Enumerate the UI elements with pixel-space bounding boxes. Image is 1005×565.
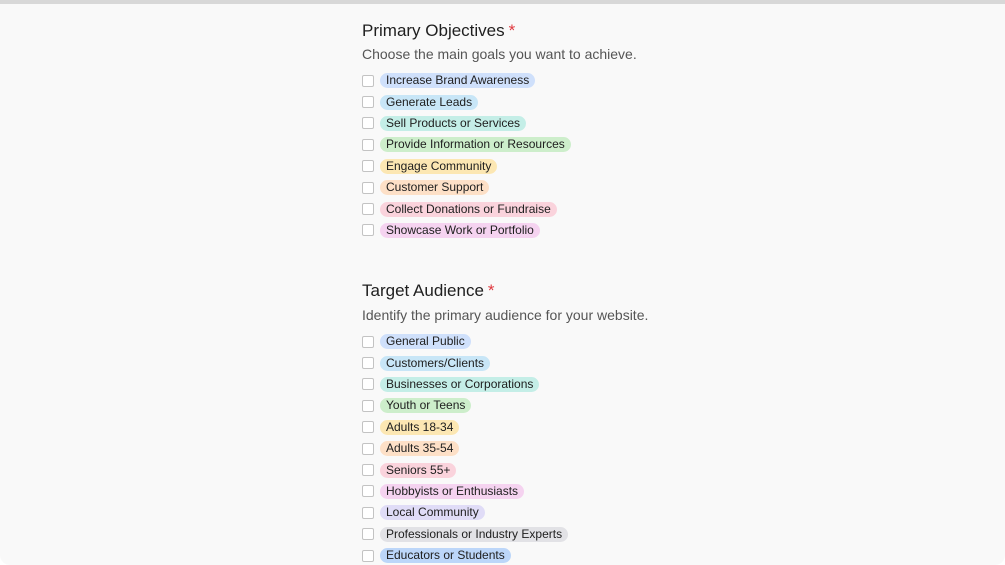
option-item[interactable] [362, 70, 571, 91]
primary-objectives-title [362, 21, 515, 41]
option-label-pill[interactable]: Hobbyists or Enthusiasts [380, 484, 524, 499]
option-label-pill[interactable]: Generate Leads [380, 95, 478, 110]
option-label-pill[interactable]: Youth or Teens [380, 398, 471, 413]
target-audience-title-text: Target Audience [362, 281, 484, 300]
primary-objectives-title-text: Primary Objectives [362, 21, 505, 40]
primary-objectives-description: Choose the main goals you want to achieve. [362, 46, 637, 62]
option-label-pill[interactable]: Seniors 55+ [380, 463, 456, 478]
option-item[interactable] [362, 156, 571, 177]
target-audience-description: Identify the primary audience for your website. [362, 307, 649, 323]
option-label-pill[interactable]: Showcase Work or Portfolio [380, 223, 540, 238]
required-asterisk: * [508, 21, 516, 40]
option-item[interactable] [362, 438, 568, 459]
target-audience-options [362, 331, 568, 565]
option-checkbox[interactable] [362, 75, 374, 87]
option-item[interactable] [362, 481, 568, 502]
option-checkbox[interactable] [362, 464, 374, 476]
option-label-pill[interactable]: Customers/Clients [380, 356, 490, 371]
option-label-pill[interactable]: Sell Products or Services [380, 116, 526, 131]
option-checkbox[interactable] [362, 182, 374, 194]
option-checkbox[interactable] [362, 400, 374, 412]
option-item[interactable] [362, 459, 568, 480]
option-checkbox[interactable] [362, 224, 374, 236]
option-label-pill[interactable]: Collect Donations or Fundraise [380, 202, 557, 217]
target-audience-title [362, 281, 495, 301]
option-checkbox[interactable] [362, 507, 374, 519]
option-label-pill[interactable]: General Public [380, 334, 471, 349]
option-item[interactable] [362, 395, 568, 416]
option-label-pill[interactable]: Customer Support [380, 180, 489, 195]
option-checkbox[interactable] [362, 528, 374, 540]
option-checkbox[interactable] [362, 139, 374, 151]
option-item[interactable] [362, 198, 571, 219]
option-label-pill[interactable]: Adults 18-34 [380, 420, 459, 435]
option-checkbox[interactable] [362, 160, 374, 172]
option-item[interactable] [362, 417, 568, 438]
option-label-pill[interactable]: Increase Brand Awareness [380, 73, 535, 88]
required-asterisk: * [487, 281, 495, 300]
option-label-pill[interactable]: Educators or Students [380, 548, 511, 563]
option-checkbox[interactable] [362, 550, 374, 562]
option-item[interactable] [362, 177, 571, 198]
option-checkbox[interactable] [362, 378, 374, 390]
option-checkbox[interactable] [362, 421, 374, 433]
option-label-pill[interactable]: Professionals or Industry Experts [380, 527, 568, 542]
option-item[interactable] [362, 374, 568, 395]
option-item[interactable] [362, 91, 571, 112]
option-checkbox[interactable] [362, 336, 374, 348]
option-item[interactable] [362, 524, 568, 545]
option-item[interactable] [362, 113, 571, 134]
option-item[interactable] [362, 545, 568, 565]
option-label-pill[interactable]: Local Community [380, 505, 485, 520]
option-checkbox[interactable] [362, 117, 374, 129]
primary-objectives-options [362, 70, 571, 241]
option-label-pill[interactable]: Engage Community [380, 159, 497, 174]
option-checkbox[interactable] [362, 96, 374, 108]
option-item[interactable] [362, 502, 568, 523]
option-checkbox[interactable] [362, 203, 374, 215]
option-checkbox[interactable] [362, 357, 374, 369]
form-page [0, 4, 1005, 565]
option-item[interactable] [362, 220, 571, 241]
option-checkbox[interactable] [362, 443, 374, 455]
option-label-pill[interactable]: Provide Information or Resources [380, 137, 571, 152]
option-item[interactable] [362, 352, 568, 373]
option-item[interactable] [362, 134, 571, 155]
option-item[interactable] [362, 331, 568, 352]
option-label-pill[interactable]: Adults 35-54 [380, 441, 459, 456]
option-label-pill[interactable]: Businesses or Corporations [380, 377, 539, 392]
option-checkbox[interactable] [362, 485, 374, 497]
